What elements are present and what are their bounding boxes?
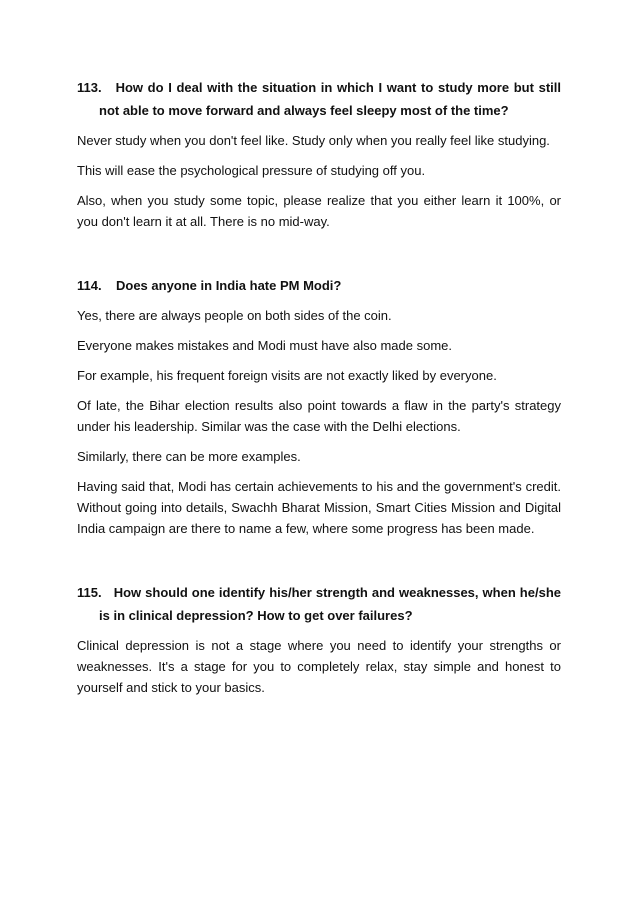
page-content [77,76,561,740]
qa-section-115 [77,581,561,698]
answer-paragraph: This will ease the psychological pressure of studying off you. [77,163,426,178]
answer-paragraph: Having said that, Modi has certain achievements to his and the government's credit. Without going into details, Swachh Bharat Mission, Smart Cities Mission and Digital India campaign are there to name a few, where some progress has been made. [77,479,561,536]
question-heading [77,581,561,627]
answer-paragraph: For example, his frequent foreign visits are not exactly liked by everyone. [77,368,497,383]
answer-paragraph: Yes, there are always people on both sides of the coin. [77,308,392,323]
question-text: Does anyone in India hate PM Modi? [116,278,342,293]
qa-section-114 [77,274,561,539]
question-number: 114. [77,278,102,293]
answer-paragraph: Never study when you don't feel like. Study only when you really feel like studying. [77,133,550,148]
question-text: How should one identify his/her strength and weaknesses, when he/she is in clinical depression? How to get over failures? [99,585,561,623]
qa-section-113 [77,76,561,232]
question-heading [77,274,561,297]
answer-paragraph: Clinical depression is not a stage where you need to identify your strengths or weaknesses. It's a stage for you to completely relax, stay simple and honest to yourself and stick to your basics. [77,638,561,695]
answer-paragraph: Also, when you study some topic, please realize that you either learn it 100%, or you don't learn it at all. There is no mid-way. [77,193,561,229]
answer-paragraph: Everyone makes mistakes and Modi must have also made some. [77,338,453,353]
question-number: 113. [77,80,102,95]
question-heading [77,76,561,122]
answer-paragraph: Of late, the Bihar election results also point towards a flaw in the party's strategy under his leadership. Similar was the case with the Delhi elections. [77,398,561,434]
question-number: 115. [77,585,102,600]
answer-paragraph: Similarly, there can be more examples. [77,449,301,464]
question-text: How do I deal with the situation in which I want to study more but still not able to move forward and always feel sleepy most of the time? [99,80,561,118]
